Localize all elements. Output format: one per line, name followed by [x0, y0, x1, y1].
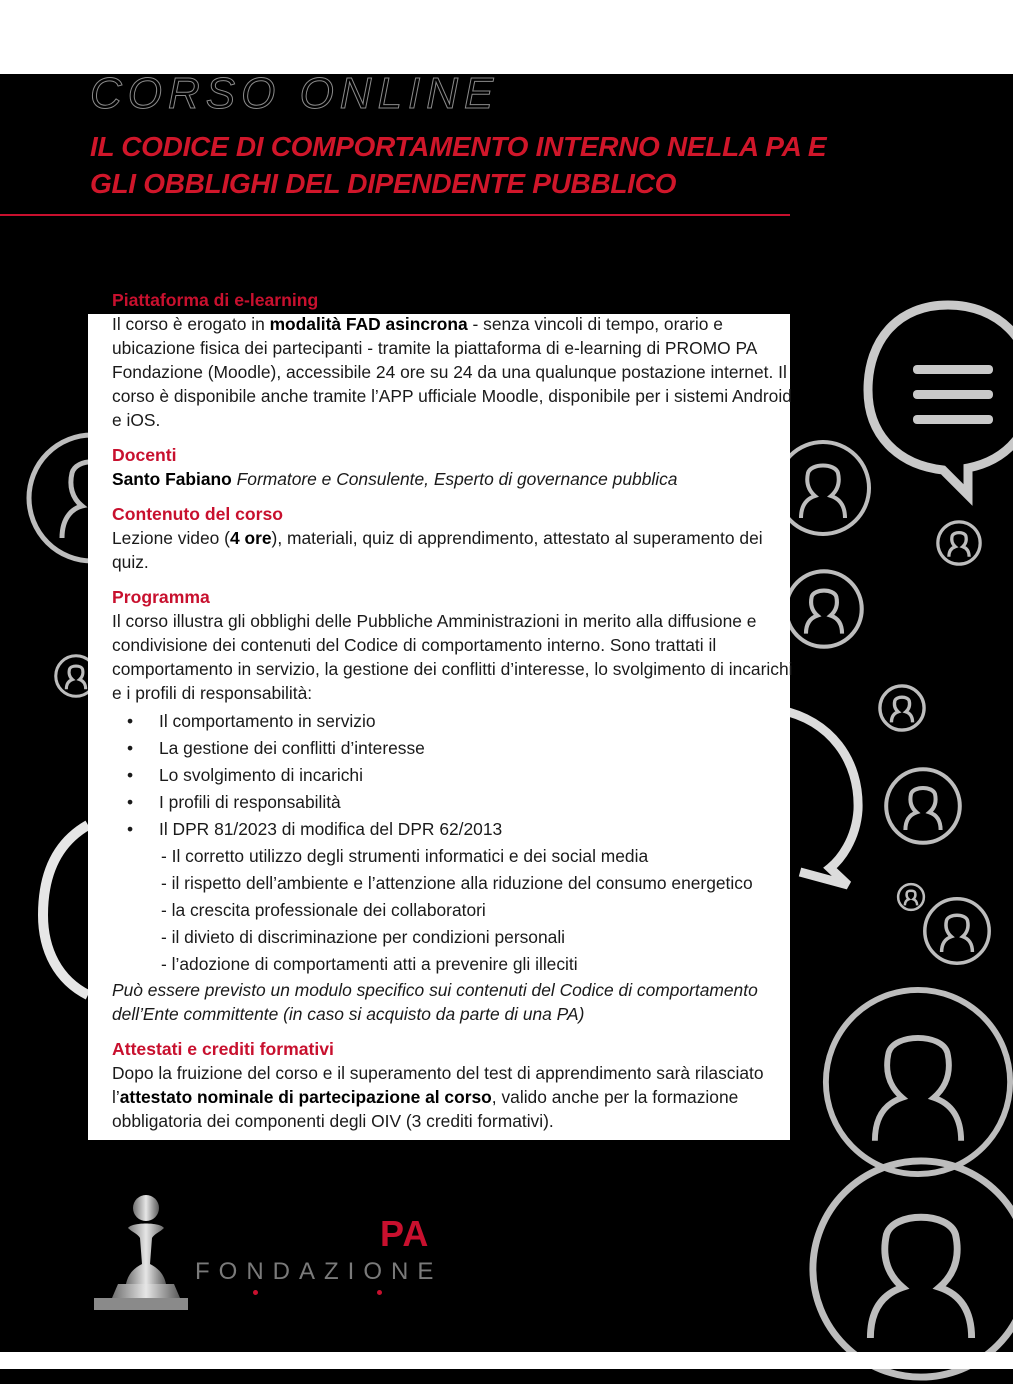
bottom-white-band [0, 1352, 1013, 1369]
certificates-text-start: Dopo la fruizione del corso e il superamento del test di apprendimento sarà rilasciato l’ [112, 1063, 764, 1107]
certificates-text [112, 1061, 802, 1133]
bullet-dot: • [127, 792, 134, 812]
contents-text-bold: 4 ore [229, 528, 272, 548]
logo-pa-text: PA [380, 1213, 430, 1254]
person-icon [883, 766, 963, 846]
certificates-heading: Attestati e crediti formativi [112, 1039, 334, 1059]
person-icon [897, 883, 925, 911]
program-sub-item: - Il corretto utilizzo degli strumenti informatici e dei social media [161, 846, 649, 866]
program-bullet [112, 789, 802, 816]
course-title [90, 128, 890, 202]
bullet-text: Il DPR 81/2023 di modifica del DPR 62/2013 [159, 819, 503, 839]
program-intro: Il corso illustra gli obblighi delle Pubbliche Amministrazioni in merito alla diffusione e condivisione dei contenuti del Codice di comportamento interno. Sono trattati il comportamento in servizio, la gestione dei conflitti d’interesse, lo svolgimento di incarichi e i profili di responsabilità: [112, 611, 793, 703]
program-sub-item: - l’adozione di comportamenti atti a prevenire gli illeciti [161, 954, 578, 974]
contents-text [112, 526, 802, 574]
contents-text-end: ), materiali, quiz di apprendimento, attestato al superamento dei quiz. [112, 528, 763, 572]
program-bullet-list [112, 708, 802, 843]
bullet-text: Lo svolgimento di incarichi [159, 765, 363, 785]
person-icon [922, 896, 992, 966]
logo-fondazione-text: FONDAZIONE [195, 1258, 443, 1285]
platform-heading: Piattaforma di e-learning [112, 290, 319, 310]
program-section [112, 585, 802, 1026]
person-icon [878, 684, 926, 732]
top-white-band [0, 0, 1013, 74]
person-icon [806, 1154, 1013, 1384]
bullet-dot: • [127, 765, 134, 785]
program-bullet [112, 735, 802, 762]
course-kicker: CORSO ONLINE [90, 69, 500, 118]
teachers-section [112, 443, 802, 491]
program-bullet [112, 708, 802, 735]
course-title-line-1: IL CODICE DI COMPORTAMENTO INTERNO NELLA PA E [90, 131, 827, 162]
bullet-dot: • [127, 819, 134, 839]
course-title-line-2: GLI OBBLIGHI DEL DIPENDENTE PUBBLICO [90, 168, 677, 199]
program-heading: Programma [112, 587, 210, 607]
program-bullet [112, 762, 802, 789]
contents-heading: Contenuto del corso [112, 504, 284, 524]
speech-bubble-icon [858, 300, 1013, 500]
certificates-section [112, 1037, 802, 1133]
program-sub-list [112, 843, 802, 978]
platform-text-end: - senza vincoli di tempo, orario e ubicazione fisica dei partecipanti - tramite la piattaforma di e-learning di PROMO PA Fondazione (Moodle), accessibile 24 ore su 24 da una qualunque postazione internet. Il corso è disponibile anche tramite l’APP ufficiale Moodle, disponibile per i sistemi Android e iOS. [112, 314, 792, 430]
logo-dot [253, 1290, 258, 1295]
chess-pawn-logo-icon [88, 1188, 198, 1318]
course-details [112, 288, 802, 1144]
program-sub-item: - il divieto di discriminazione per condizioni personali [161, 927, 566, 947]
bullet-dot: • [127, 711, 134, 731]
platform-text [112, 312, 802, 432]
bullet-text: Il comportamento in servizio [159, 711, 376, 731]
certificates-text-end: , valido anche per la formazione obbligatoria dei componenti degli OIV (3 crediti formativi). [112, 1087, 739, 1131]
program-bullet [112, 816, 802, 843]
contents-section [112, 502, 802, 574]
platform-text-start: Il corso è erogato in [112, 314, 270, 334]
bullet-text: I profili di responsabilità [159, 792, 341, 812]
platform-section [112, 288, 802, 432]
teacher-entry [112, 467, 802, 491]
logo-dot [377, 1290, 382, 1295]
teacher-name: Santo Fabiano [112, 469, 232, 489]
bullet-text: La gestione dei conflitti d’interesse [159, 738, 425, 758]
platform-text-bold: modalità FAD asincrona [269, 314, 468, 334]
program-note: Può essere previsto un modulo specifico sui contenuti del Codice di comportamento dell’Ente committente (in caso si acquisto da parte di una PA) [112, 980, 758, 1024]
teachers-heading: Docenti [112, 445, 177, 465]
certificates-text-bold: attestato nominale di partecipazione al corso [119, 1087, 492, 1107]
program-sub-item: - la crescita professionale dei collaboratori [161, 900, 486, 920]
person-icon [820, 984, 1013, 1180]
teacher-role: Formatore e Consulente, Esperto di governance pubblica [231, 469, 678, 489]
speech-bubble-icon [38, 820, 90, 1000]
title-divider [0, 214, 790, 216]
person-icon [936, 520, 982, 566]
bullet-dot: • [127, 738, 134, 758]
contents-text-start: Lezione video ( [112, 528, 230, 548]
program-sub-item: - il rispetto dell’ambiente e l’attenzione alla riduzione del consumo energetico [161, 873, 753, 893]
